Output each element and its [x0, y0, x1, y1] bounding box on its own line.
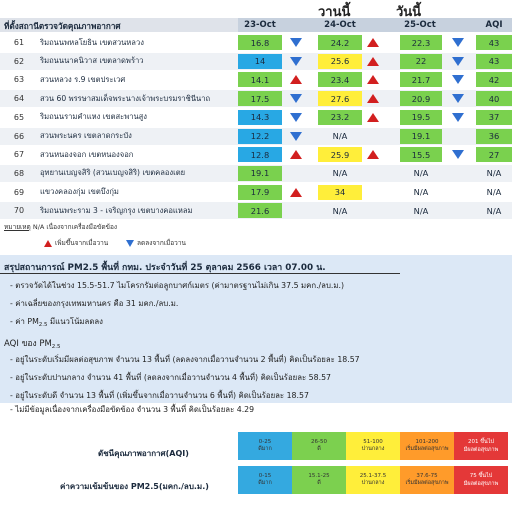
- table-row: [0, 146, 512, 163]
- header-yesterday-label: วานนี้: [318, 5, 351, 20]
- aqi-scale-segment: [454, 432, 508, 460]
- decrease-triangle-icon: [452, 38, 464, 47]
- pm25-day2: 27.6: [318, 91, 362, 106]
- summary-line-trend: [10, 316, 103, 328]
- station-name: สวน 60 พรรษาสมเด็จพระนางเจ้าพระบรมราชินีนาถ: [40, 93, 211, 103]
- pm-scale-level: ดีมาก: [258, 480, 272, 486]
- footnote-text: N/A เนื่องจากเครื่องมือขัดข้อง: [32, 223, 118, 231]
- pm25-day2: 23.4: [318, 72, 362, 87]
- pm25-day1: 14.3: [238, 110, 282, 125]
- increase-triangle-icon: [367, 57, 379, 66]
- pm-scale-segment: [238, 466, 292, 494]
- legend-down-label: ลดลงจากเมื่อวาน: [137, 239, 186, 247]
- station-name: ริมถนนนาคนิวาส เขตลาดพร้าว: [40, 56, 144, 66]
- decrease-triangle-icon: [452, 75, 464, 84]
- pm25-day1: 12.8: [238, 147, 282, 162]
- pm-scale-segment: [346, 466, 400, 494]
- aqi-value: N/A: [486, 168, 502, 179]
- increase-triangle-icon: [367, 94, 379, 103]
- summary-line-average: - ค่าเฉลี่ยของกรุงเทพมหานคร คือ 31 มคก./ลบ.ม.: [10, 299, 179, 308]
- pm25-day3: 22: [400, 54, 442, 69]
- aqi-scale-range: 51-100: [363, 439, 383, 445]
- header-date-2: 24-Oct: [324, 20, 356, 30]
- header-today-label: วันนี้: [396, 5, 422, 20]
- pm-scale-level: ดี: [317, 480, 321, 486]
- aqi-scale-range: 101-200: [415, 439, 439, 445]
- aqi-heading-prefix: AQI ของ PM: [4, 339, 52, 349]
- header-date-3: 25-Oct: [404, 20, 436, 30]
- aqi-scale-range: 201 ขึ้นไป: [467, 439, 495, 445]
- table-row: [0, 71, 512, 88]
- station-name: สวนพระนคร เขตลาดกระบัง: [40, 131, 132, 141]
- aqi-value: N/A: [486, 205, 502, 216]
- summary-aqi-no-data: - ไม่มีข้อมูลเนื่องจากเครื่องมือขัดข้อง จำนวน 3 พื้นที่ คิดเป็นร้อยละ 4.29: [10, 405, 255, 414]
- aqi-value: 43: [476, 54, 512, 69]
- decrease-triangle-icon: [290, 38, 302, 47]
- pm25-day3: N/A: [413, 168, 429, 179]
- station-number: 62: [13, 56, 25, 66]
- decrease-triangle-icon: [290, 113, 302, 122]
- pm25-day2: N/A: [332, 131, 348, 141]
- pm25-day3: 19.5: [400, 110, 442, 125]
- legend-up-label: เพิ่มขึ้นจากเมื่อวาน: [55, 239, 109, 247]
- trend-prefix: - ค่า PM: [10, 317, 39, 326]
- station-number: 61: [13, 38, 25, 48]
- pm25-day1: 14.1: [238, 72, 282, 87]
- pm25-day2: 25.6: [318, 54, 362, 69]
- legend-up: [44, 238, 108, 248]
- pm-scale-range: 0-15: [258, 473, 272, 479]
- table-row: [0, 34, 512, 51]
- pm25-day1: 21.6: [238, 203, 282, 218]
- table-row: [0, 202, 512, 219]
- aqi-heading-subscript: 2.5: [51, 344, 61, 350]
- station-number: 70: [13, 206, 25, 216]
- station-number: 69: [13, 187, 25, 197]
- pm-scale-label: ค่าความเข้มข้นของ PM2.5(มคก./ลบ.ม.): [60, 482, 209, 491]
- pm25-day3: 21.7: [400, 72, 442, 87]
- pm-scale-level: มีผลต่อสุขภาพ: [463, 481, 499, 487]
- table-row: [0, 90, 512, 107]
- increase-triangle-icon: [367, 113, 379, 122]
- increase-triangle-icon: [290, 75, 302, 84]
- pm-scale-segment: [400, 466, 454, 494]
- header-station-title: ที่ตั้งสถานีตรวจวัดคุณภาพอากาศ: [4, 21, 121, 31]
- table-row: [0, 53, 512, 70]
- decrease-triangle-icon: [452, 57, 464, 66]
- station-table: [0, 0, 512, 232]
- station-name: ริมถนนรามคำแหง เขตสะพานสูง: [40, 112, 148, 122]
- pm25-day1: 12.2: [238, 129, 282, 144]
- summary-aqi-unhealthy-sensitive: - อยู่ในระดับเริ่มมีผลต่อสุขภาพ จำนวน 13 พื้นที่ (ลดลงจากเมื่อวานจำนวน 2 พื้นที่) คิดเป็นร้อยละ 18.57: [10, 355, 360, 364]
- increase-triangle-icon: [367, 38, 379, 47]
- aqi-scale-label: ดัชนีคุณภาพอากาศ(AQI): [98, 449, 189, 458]
- aqi-value: N/A: [486, 187, 502, 198]
- decrease-triangle-icon: [452, 94, 464, 103]
- aqi-scale-level: ดี: [317, 446, 321, 452]
- trend-subscript: 2.5: [38, 322, 48, 328]
- station-number: 64: [13, 94, 25, 104]
- trend-suffix: มีแนวโน้มลดลง: [47, 317, 103, 326]
- pm25-day1: 19.1: [238, 166, 282, 181]
- increase-triangle-icon: [290, 188, 302, 197]
- pm-scale-range: 15.1-25: [308, 473, 330, 479]
- increase-triangle-icon: [367, 75, 379, 84]
- station-number: 66: [13, 131, 25, 141]
- pm25-day3: 19.1: [400, 129, 442, 144]
- pm25-day2: 34: [318, 185, 362, 200]
- pm25-day3: N/A: [413, 187, 429, 198]
- station-number: 68: [13, 168, 25, 178]
- summary-aqi-moderate: - อยู่ในระดับปานกลาง จำนวน 41 พื้นที่ (ลดลงจากเมื่อวานจำนวน 4 พื้นที่) คิดเป็นร้อยละ 58.57: [10, 373, 332, 382]
- station-number: 67: [13, 150, 25, 160]
- table-row: [0, 184, 512, 201]
- decrease-triangle-icon: [452, 113, 464, 122]
- table-row: [0, 128, 512, 145]
- pm25-day1: 17.5: [238, 91, 282, 106]
- aqi-scale-segment: [238, 432, 292, 460]
- summary-title: สรุปสถานการณ์ PM2.5 พื้นที่ กทม. ประจำวันที่ 25 ตุลาคม 2566 เวลา 07.00 น.: [4, 263, 326, 273]
- aqi-value: 40: [476, 91, 512, 106]
- aqi-scale-segment: [400, 432, 454, 460]
- legend-down: [126, 238, 186, 248]
- station-name: ริมถนนพระราม 3 - เจริญกรุง เขตบางคอแหลม: [40, 205, 193, 215]
- station-name: สวนหนองจอก เขตหนองจอก: [40, 149, 134, 159]
- table-row: [0, 165, 512, 182]
- aqi-scale-level: ปานกลาง: [361, 446, 385, 452]
- pm-scale-segment: [454, 466, 508, 494]
- station-name: สวนหลวง ร.9 เขตประเวศ: [40, 74, 126, 84]
- aqi-scale-range: 26-50: [311, 439, 327, 445]
- pm25-day1: 17.9: [238, 185, 282, 200]
- pm25-day3: 20.9: [400, 91, 442, 106]
- footnote-label: หมายเหตุ: [4, 223, 31, 231]
- pm25-day2: 24.2: [318, 35, 362, 50]
- aqi-scale-segment: [292, 432, 346, 460]
- aqi-scale-level: ดีมาก: [258, 446, 272, 452]
- pm25-day2: N/A: [332, 205, 348, 216]
- header-date-1: 23-Oct: [244, 20, 276, 30]
- pm25-day2: 25.9: [318, 147, 362, 162]
- station-name: ริมถนนพหลโยธิน เขตสวนหลวง: [40, 37, 144, 47]
- summary-aqi-good: - อยู่ในระดับดี จำนวน 13 พื้นที่ (เพิ่มขึ้นจากเมื่อวานจำนวน 6 พื้นที่) คิดเป็นร้อยละ 18.57: [10, 391, 309, 400]
- table-row: [0, 109, 512, 126]
- pm25-day1: 16.8: [238, 35, 282, 50]
- footnote: [4, 222, 117, 232]
- pm25-day3: 15.5: [400, 147, 442, 162]
- decrease-triangle-icon: [290, 132, 302, 141]
- decrease-triangle-icon: [290, 94, 302, 103]
- pm-scale-level: ปานกลาง: [361, 480, 385, 486]
- header-aqi-label: AQI: [485, 20, 503, 30]
- pm-scale-range: 25.1-37.5: [359, 473, 387, 479]
- station-number: 65: [13, 112, 25, 122]
- summary-title-underline: [0, 273, 400, 274]
- pm25-day3: N/A: [413, 205, 429, 216]
- station-name: แขวงคลองกุ่ม เขตบึงกุ่ม: [40, 187, 119, 197]
- summary-line-range: - ตรวจวัดได้ในช่วง 15.5-51.7 ไมโครกรัมต่อลูกบาศก์เมตร (ค่ามาตรฐานไม่เกิน 37.5 มคก./ลบ.ม.): [10, 281, 345, 290]
- aqi-scale-segment: [346, 432, 400, 460]
- aqi-value: 37: [476, 110, 512, 125]
- aqi-scale-range: 0-25: [258, 439, 272, 445]
- table-header: [0, 0, 512, 34]
- down-triangle-icon: [126, 240, 134, 247]
- pm25-day3: 22.3: [400, 35, 442, 50]
- aqi-value: 42: [476, 72, 512, 87]
- aqi-value: 43: [476, 35, 512, 50]
- increase-triangle-icon: [290, 150, 302, 159]
- pm25-day1: 14: [238, 54, 282, 69]
- station-number: 63: [13, 75, 25, 85]
- station-name: อุทยานเบญจสิริ (สวนเบญจสิริ) เขตคลองเตย: [40, 168, 186, 178]
- aqi-value: 36: [476, 129, 512, 144]
- decrease-triangle-icon: [290, 57, 302, 66]
- pm-scale-range: 37.6-75: [416, 473, 438, 479]
- decrease-triangle-icon: [452, 150, 464, 159]
- summary-aqi-heading: [4, 336, 61, 350]
- pm-scale-range: 75 ขึ้นไป: [469, 473, 493, 479]
- aqi-value: 27: [476, 147, 512, 162]
- aqi-scale-level: มีผลต่อสุขภาพ: [463, 447, 499, 453]
- pm-scale-level: เริ่มมีผลต่อสุขภาพ: [405, 480, 449, 486]
- pm-scale-segment: [292, 466, 346, 494]
- up-triangle-icon: [44, 240, 52, 247]
- pm25-day2: N/A: [332, 168, 348, 179]
- pm25-day2: 23.2: [318, 110, 362, 125]
- aqi-scale-level: เริ่มมีผลต่อสุขภาพ: [405, 446, 449, 452]
- increase-triangle-icon: [367, 150, 379, 159]
